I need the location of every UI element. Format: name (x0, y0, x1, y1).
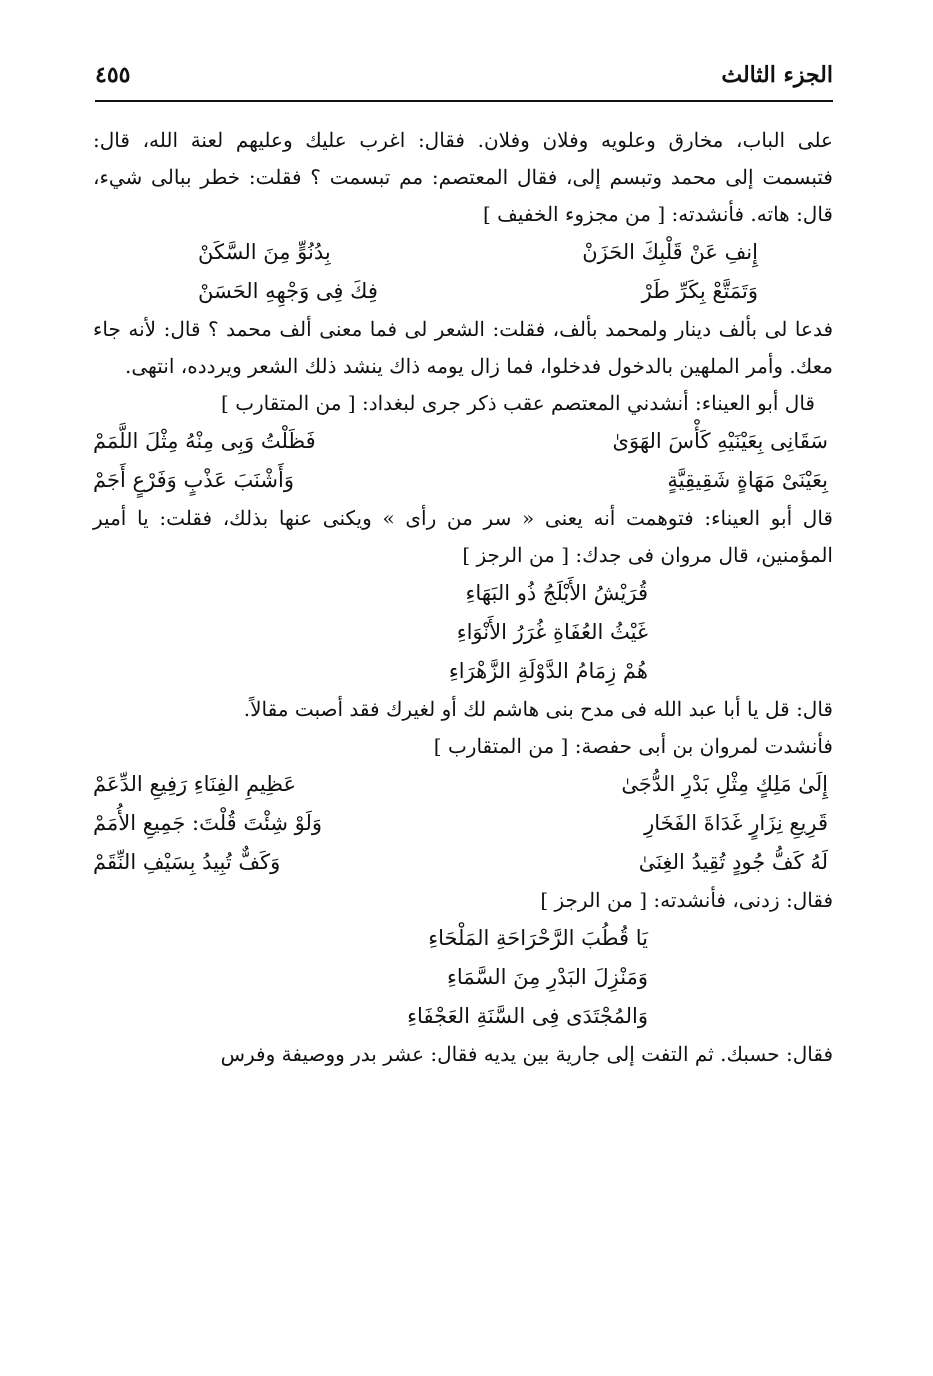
poem-mutaqarib-1 (93, 422, 833, 500)
verse-line (198, 272, 758, 311)
paragraph: فدعا لى بألف دينار ولمحمد بألف، فقلت: الشعر لى فما معنى ألف محمد ؟ قال: لأنه جاء معك. وأمر الملهين بالدخول فدخلوا، فما زال يومه ذاك ينشد ذلك الشعر ويردده، انتهى. (93, 317, 833, 378)
poem-rajaz-2 (93, 919, 833, 1036)
verse-line (93, 422, 828, 461)
hemistich-first: سَقَانِى بِعَيْنَيْهِ كَأْسَ الهَوَىٰ (612, 429, 828, 453)
paragraph: فقال: حسبك. ثم التفت إلى جارية بين يديه فقال: عشر بدر ووصيفة وفرس (220, 1042, 833, 1066)
hemistich-second: فِكَ فِى وَجْهِهِ الحَسَنْ (198, 279, 378, 303)
hemistich-second: وَأَشْنَبَ عَذْبٍ وَفَرْعٍ أَجَمْ (93, 468, 294, 492)
paragraph: فقال: زدنى، فأنشدته: [ من الرجز ] (540, 888, 833, 912)
hemistich-first: لَهُ كَفُّ جُودٍ تُقِيدُ الغِنَىٰ (638, 850, 828, 874)
hemistich-first: قَرِيعِ نِزَارٍ غَدَاةَ الفَخَارِ (644, 811, 828, 835)
paragraph: قال: قل يا أبا عبد الله فى مدح بنى هاشم لك أو لغيرك فقد أصبت مقالاً. (243, 697, 833, 721)
rajaz-line: هُمْ زِمَامُ الدَّوْلَةِ الزَّهْرَاءِ (448, 659, 648, 683)
hemistich-first: بِعَيْنَىْ مَهَاةٍ شَقِيقِيَّةٍ (667, 468, 828, 492)
hemistich-second: بِدُنُوٍّ مِنَ السَّكَنْ (198, 240, 331, 264)
verse-line (93, 765, 828, 804)
verse-line (93, 843, 828, 882)
paragraph: قال أبو العيناء: أنشدني المعتصم عقب ذكر جرى لبغداد: [ من المتقارب ] (221, 391, 815, 415)
hemistich-first: وَتَمَتَّعْ بِكَرِّ طَرْ (641, 279, 758, 303)
page-number: ٤٥٥ (95, 62, 131, 88)
rajaz-line: وَمَنْزِلَ البَدْرِ مِنَ السَّمَاءِ (447, 965, 648, 989)
poem-khafif (93, 233, 833, 311)
hemistich-second: فَظَلْتُ وَبِى مِنْهُ مِثْلَ اللَّمَمْ (93, 429, 316, 453)
running-header-title: الجزء الثالث (721, 62, 833, 88)
hemistich-first: إِلَىٰ مَلِكٍ مِثْلِ بَدْرِ الدُّجَىٰ (621, 772, 828, 796)
page-body (93, 122, 833, 1073)
poem-rajaz-1 (93, 574, 833, 691)
paragraph: على الباب، مخارق وعلويه وفلان وفلان. فقال: اغرب عليك وعليهم لعنة الله، قال: فتبسمت إلى محمد وتبسم إلى، فقال المعتصم: مم تبسمت ؟ فقلت: خطر ببالى شيء، قال: هاته. فأنشدته: [ من مجزوء الخفيف ] (93, 128, 833, 226)
rajaz-line: قُرَيْشُ الأَبْلَجُ ذُو البَهَاءِ (465, 581, 648, 605)
paragraph: فأنشدت لمروان بن أبى حفصة: [ من المتقارب ] (433, 734, 833, 758)
rajaz-line: وَالمُجْتَدَى فِى السَّنَةِ العَجْفَاءِ (407, 1004, 648, 1028)
verse-line (93, 461, 828, 500)
verse-line (93, 804, 828, 843)
hemistich-second: وَلَوْ شِئْتَ قُلْتَ: جَمِيعِ الأُمَمْ (93, 811, 323, 835)
paragraph: قال أبو العيناء: فتوهمت أنه يعنى « سر من رأى » ويكنى عنها بذلك، فقلت: يا أمير المؤمنين، قال مروان فى جدك: [ من الرجز ] (93, 506, 833, 567)
hemistich-second: عَظِيمِ الفِنَاءِ رَفِيعِ الدِّعَمْ (93, 772, 297, 796)
hemistich-second: وَكَفٌّ تُبِيدُ بِسَيْفِ النِّقَمْ (93, 850, 281, 874)
header-rule (95, 100, 833, 102)
hemistich-first: إِنفِ عَنْ قَلْبِكَ الحَزَنْ (582, 240, 758, 264)
rajaz-line: غَيْثُ العُفَاةِ غُرَرُ الأَنْوَاءِ (456, 620, 648, 644)
rajaz-line: يَا قُطُبَ الرَّحْرَاحَةِ المَلْحَاءِ (428, 926, 648, 950)
verse-line (198, 233, 758, 272)
poem-mutaqarib-2 (93, 765, 833, 882)
